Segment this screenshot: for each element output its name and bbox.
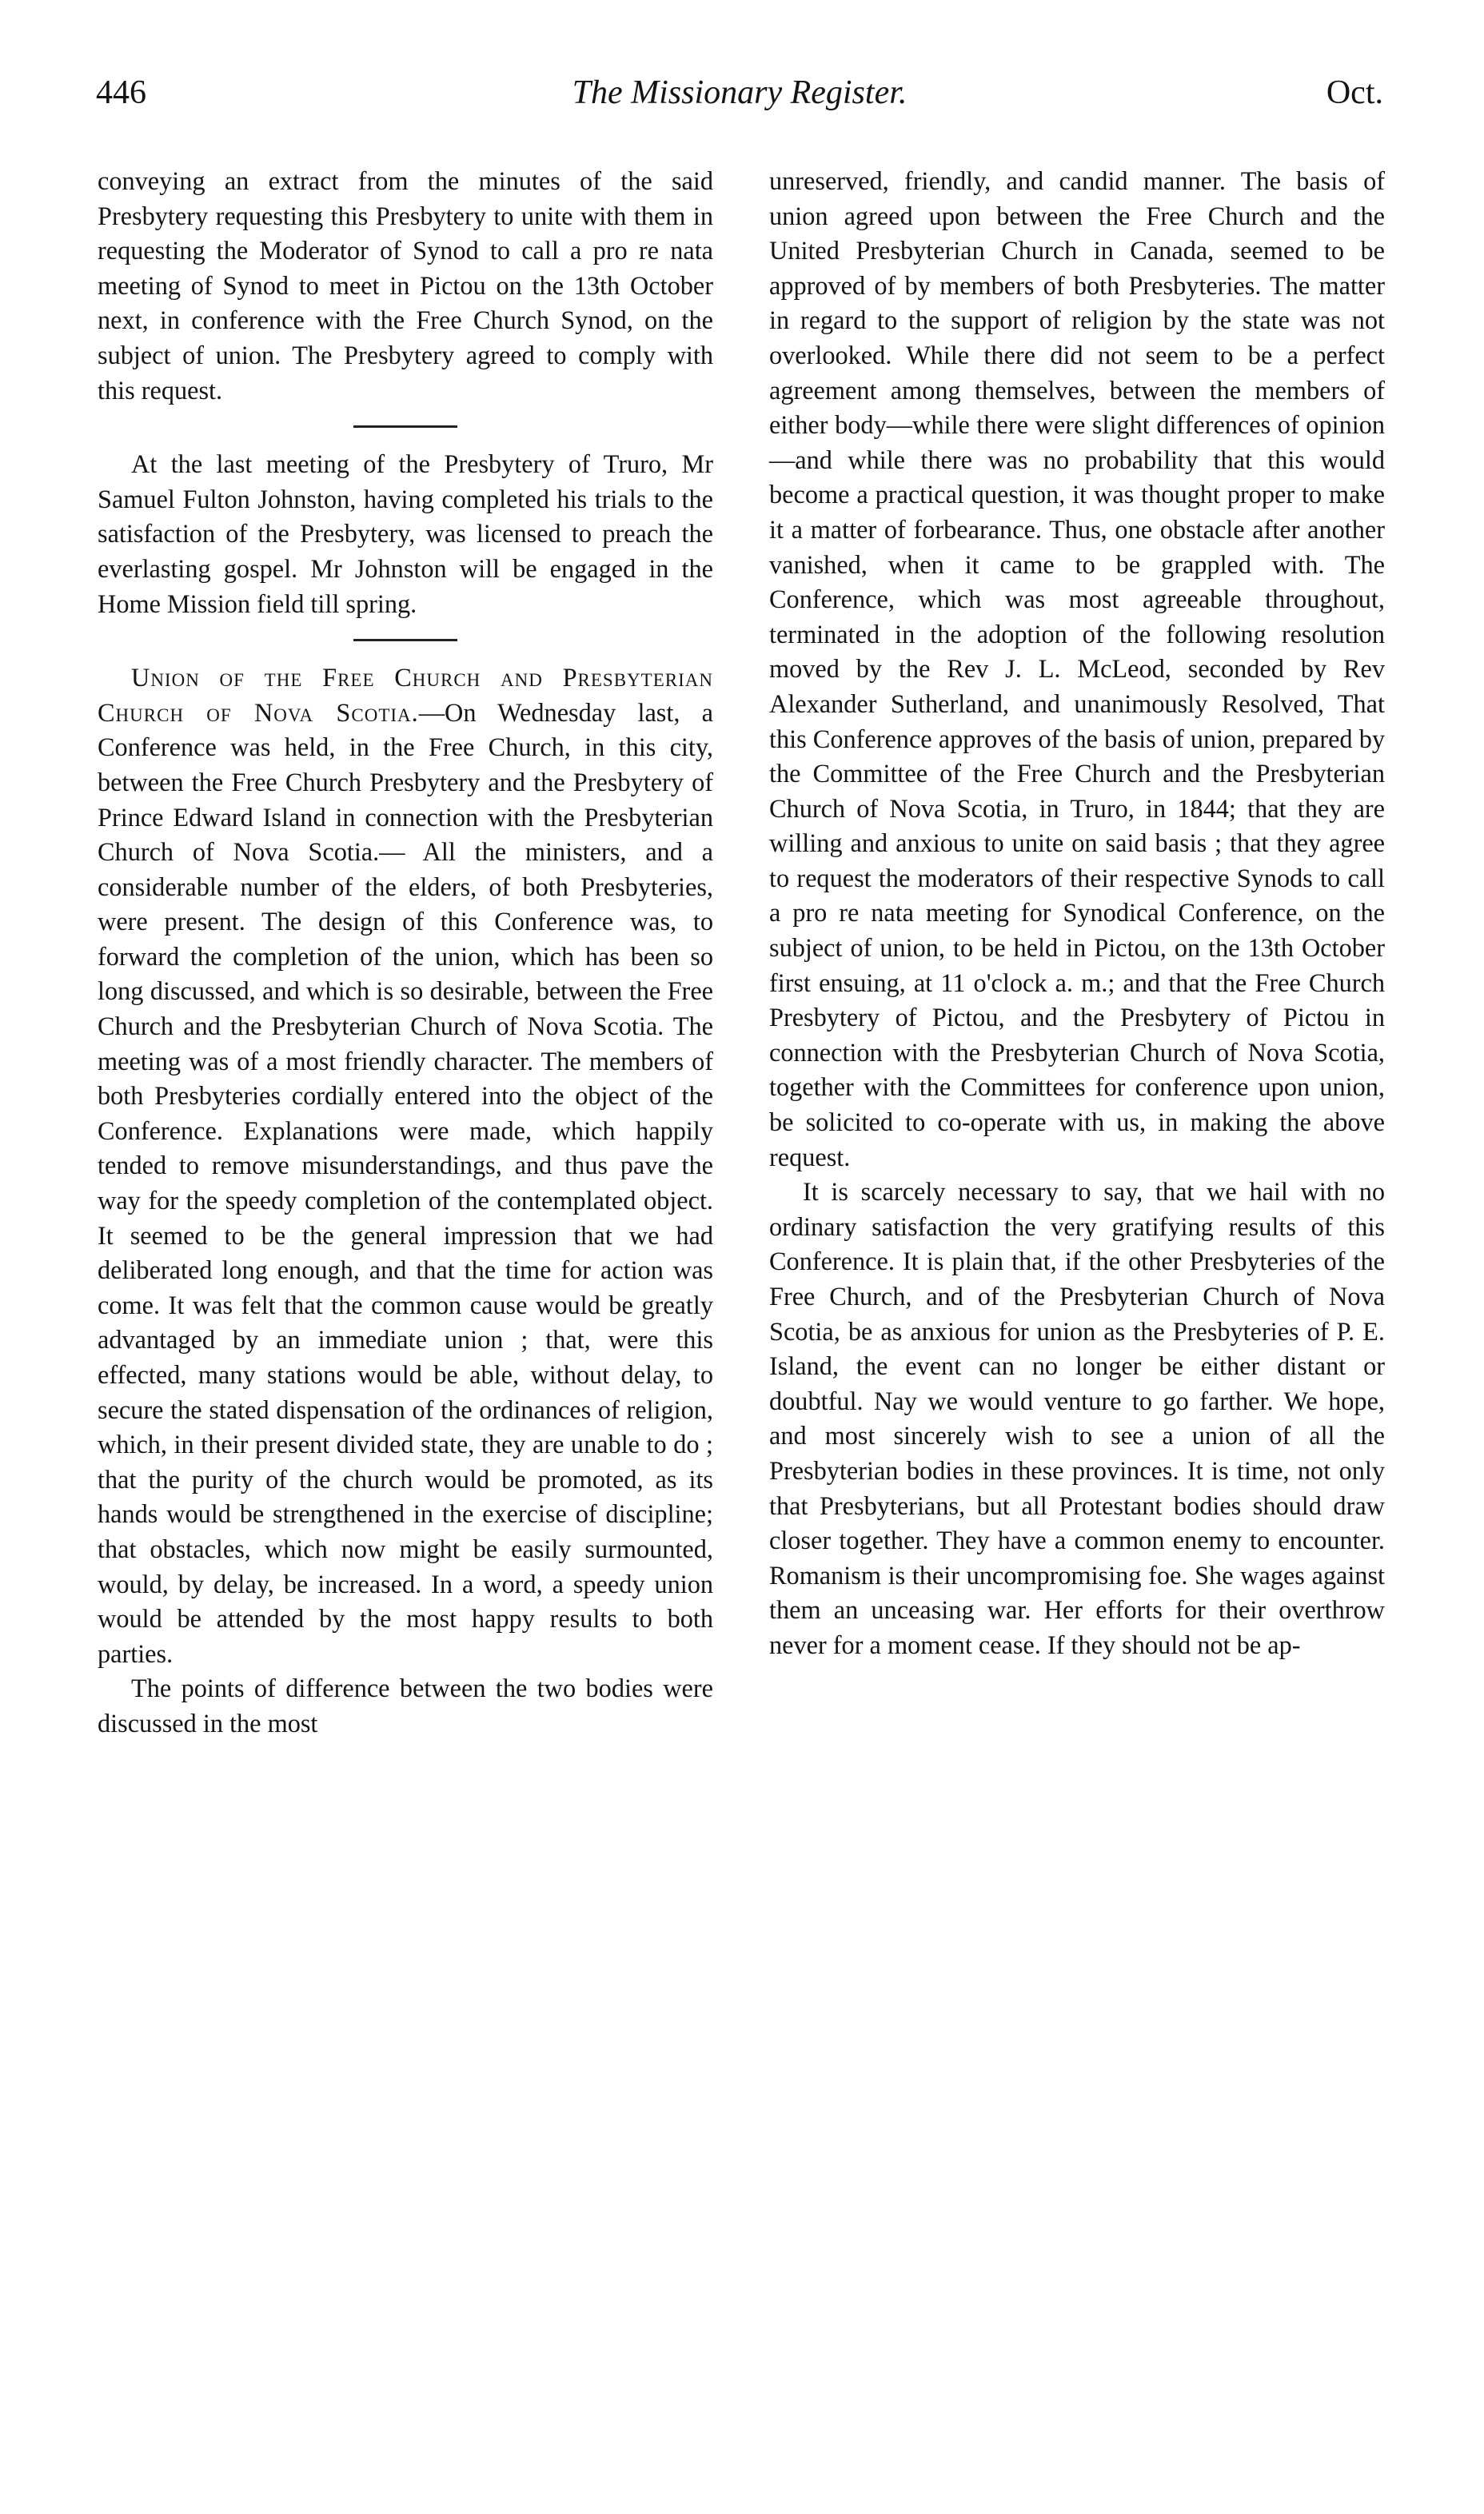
left-paragraph-2: At the last meeting of the Presbytery of Truro, Mr Samuel Fulton Johnston, having completed his trials to the satisfaction of the Presbytery, was licensed to preach the everlasting gospel. Mr Johnston will be engaged in the Home Mission field till spring. xyxy=(98,449,713,618)
left-column xyxy=(98,164,713,1742)
right-paragraph-2: It is scarcely necessary to say, that we hail with no ordinary satisfaction the very gratifying results of this Conference. It is plain that, if the other Presbyteries of the Free Church, and of the Presbyterian Church of Nova Scotia, be as anxious for union as the Presbyteries of P. E. Island, the event can no longer be either distant or doubtful. Nay we would venture to go farther. We hope, and most sincerely wish to see a union of all the Presbyterian bodies in these provinces. It is time, not only that Presbyterians, but all Protestant bodies should draw closer together. They have a common enemy to encounter. Romanism is their uncompromising foe. She wages against them an unceasing war. Her efforts for their overthrow never for a moment cease. If they should not be ap- xyxy=(769,1177,1385,1659)
left-paragraph-3 xyxy=(98,660,713,1671)
article-heading: Union of the Free Church and Presbyterian Church of Nova Scotia. xyxy=(98,663,713,727)
left-paragraph-4: The points of difference between the two bodies were discussed in the most xyxy=(98,1674,713,1738)
right-paragraph-1: unreserved, friendly, and candid manner. The basis of union agreed upon between the Free Church and the United Presbyterian Church in Canada, seemed to be approved of by members of both Presbyteries. The matter in regard to the support of religion by the state was not overlooked. While there did not seem to be a perfect agreement among themselves, between the members of either body—while there were slight differences of opinion—and while there was no probability that this would become a practical question, it was thought proper to make it a matter of forbearance. Thus, one obstacle after another vanished, when it came to be grappled with. The Conference, which was most agreeable throughout, terminated in the adoption of the following resolution moved by the Rev J. L. McLeod, seconded by Rev Alexander Sutherland, and unanimously Resolved, That this Conference approves of the basis of union, prepared by the Committee of the Free Church and the Presbyterian Church of Nova Scotia, in Truro, in 1844; that they are willing and anxious to unite on said basis ; that they agree to request the moderators of their respective Synods to call a pro re nata meeting for Synodical Conference, on the subject of union, to be held in Pictou, on the 13th October first ensuing, at 11 o'clock a. m.; and that the Free Church Presbytery of Pictou, and the Presbytery of Pictou in connection with the Presbyterian Church of Nova Scotia, together with the Committees for conference upon union, be solicited to co-operate with us, in making the above request. xyxy=(769,166,1385,1171)
article-body: —On Wednesday last, a Conference was held, in the Free Church, in this city, between the Free Church Presbytery and the Presbytery of Prince Edward Island in connection with the Presbyterian Church of Nova Scotia.— All the ministers, and a considerable number of the elders, of both Presbyteries, were present. The design of this Conference was, to forward the completion of the union, which has been so long discussed, and which is so desirable, between the Free Church and the Presbyterian Church of Nova Scotia. The meeting was of a most friendly character. The members of both Presbyteries cordially entered into the object of the Conference. Explanations were made, which happily tended to remove misunderstandings, and thus pave the way for the speedy completion of the contemplated object. It seemed to be the general impression that we had deliberated long enough, and that the time for action was come. It was felt that the common cause would be greatly advantaged by an immediate union ; that, were this effected, many stations would be able, without delay, to secure the stated dispensation of the ordinances of religion, which, in their present divided state, they are unable to do ; that the purity of the church would be promoted, as its hands would be strengthened in the exercise of discipline; that obstacles, which now might be easily surmounted, would, by delay, be increased. In a word, a speedy union would be attended by the most happy results to both parties. xyxy=(98,697,713,1668)
left-paragraph-1: conveying an extract from the minutes of the said Presbytery requesting this Presbytery to unite with them in requesting the Moderator of Synod to call a pro re nata meeting of Synod to meet in Pictou on the 13th October next, in conference with the Free Church Synod, on the subject of union. The Presbytery agreed to comply with this request. xyxy=(98,166,713,405)
right-column xyxy=(769,164,1385,1663)
page-number: 446 xyxy=(96,74,146,111)
running-header xyxy=(96,74,1383,130)
section-divider xyxy=(353,639,457,641)
issue-month: Oct. xyxy=(1326,74,1383,111)
section-divider xyxy=(353,425,457,428)
journal-title: The Missionary Register. xyxy=(572,74,908,111)
